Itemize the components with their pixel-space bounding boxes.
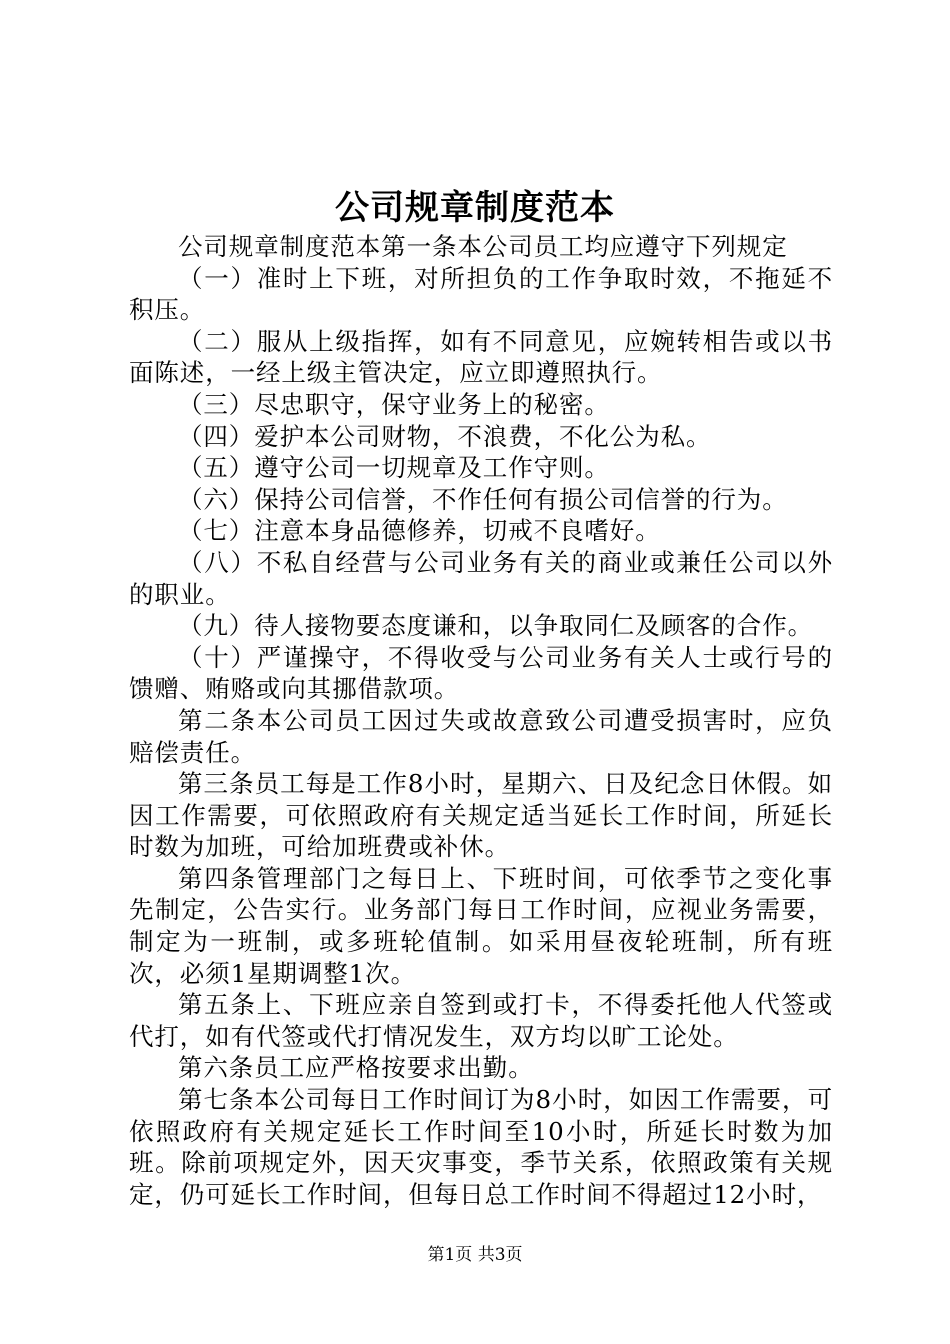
paragraph: （九）待人接物要态度谦和，以争取同仁及顾客的合作。 <box>178 611 813 641</box>
paragraph: 第六条员工应严格按要求出勤。 <box>178 1053 534 1083</box>
paragraph: （六）保持公司信誉，不作任何有损公司信誉的行为。 <box>178 484 788 514</box>
document-body <box>129 231 833 1210</box>
paragraph: （十）严谨操守，不得收受与公司业务有关人士或行号的馈赠、贿赂或向其挪借款项。 <box>129 642 833 704</box>
paragraph: （八）不私自经营与公司业务有关的商业或兼任公司以外的职业。 <box>129 547 833 609</box>
paragraph: 第三条员工每是工作8小时，星期六、日及纪念日休假。如因工作需要，可依照政府有关规定适当延长工作时间，所延长时数为加班，可给加班费或补休。 <box>129 769 833 862</box>
page-footer: 第1页 共3页 <box>427 1245 523 1265</box>
paragraph: （三）尽忠职守，保守业务上的秘密。 <box>178 389 610 419</box>
paragraph: （五）遵守公司一切规章及工作守则。 <box>178 453 610 483</box>
document-title: 公司规章制度范本 <box>335 188 615 228</box>
paragraph: （四）爱护本公司财物，不浪费，不化公为私。 <box>178 421 712 451</box>
paragraph: 第二条本公司员工因过失或故意致公司遭受损害时，应负赔偿责任。 <box>129 705 833 767</box>
paragraph: 公司规章制度范本第一条本公司员工均应遵守下列规定 <box>178 232 788 261</box>
paragraph: （一）准时上下班，对所担负的工作争取时效，不拖延不积压。 <box>129 263 833 325</box>
paragraph: 第五条上、下班应亲自签到或打卡，不得委托他人代签或代打，如有代签或代打情况发生，双方均以旷工论处。 <box>129 990 833 1051</box>
paragraph: （七）注意本身品德修养，切戒不良嗜好。 <box>178 516 661 546</box>
paragraph: 第四条管理部门之每日上、下班时间，可依季节之变化事先制定，公告实行。业务部门每日工作时间，应视业务需要，制定为一班制，或多班轮值制。如采用昼夜轮班制，所有班次，必须1星期调整1次。 <box>129 863 833 988</box>
paragraph: 第七条本公司每日工作时间订为8小时，如因工作需要，可依照政府有关规定延长工作时间至10小时，所延长时数为加班。除前项规定外，因天灾事变，季节关系，依照政策有关规定，仍可延长工作时间，但每日总工作时间不得超过12小时， <box>129 1085 833 1209</box>
paragraph: （二）服从上级指挥，如有不同意见，应婉转相告或以书面陈述，一经上级主管决定，应立即遵照执行。 <box>129 326 833 388</box>
